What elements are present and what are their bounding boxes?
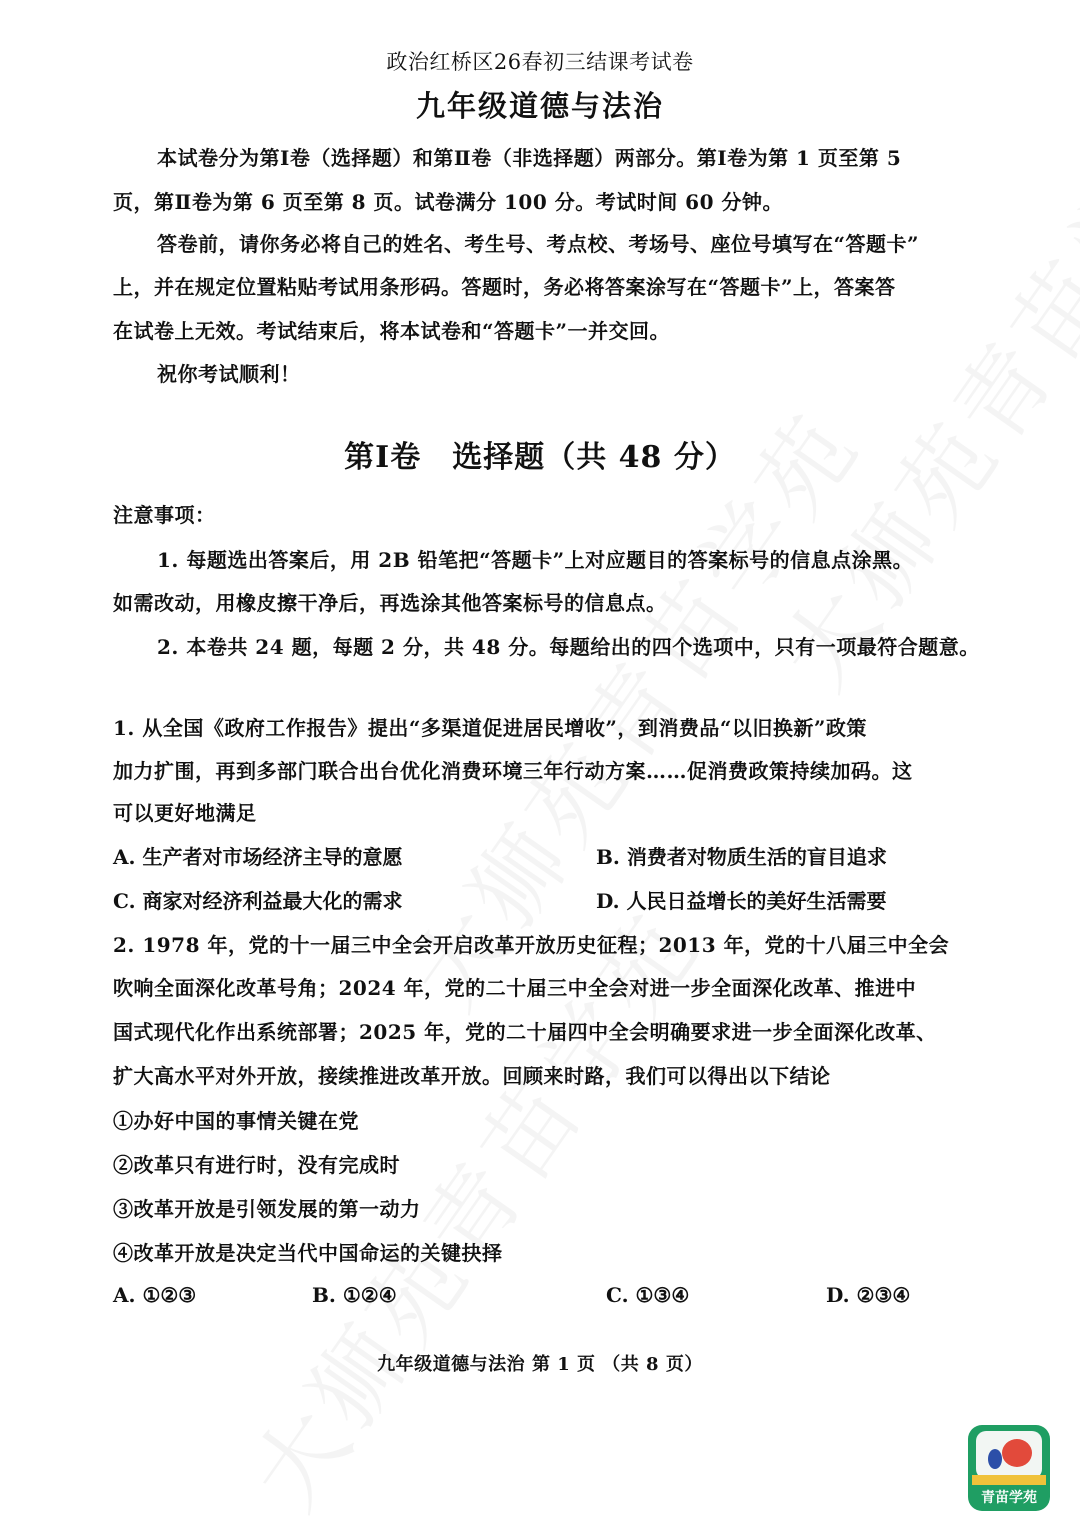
exam-title: 九年级道德与法治 bbox=[415, 89, 664, 123]
question-2-option-c: C. ①③④ bbox=[606, 1283, 690, 1307]
question-2-statement: ①办好中国的事情关键在党 bbox=[113, 1109, 359, 1133]
question-2-statement: ③改革开放是引领发展的第一动力 bbox=[113, 1197, 421, 1221]
question-2-stem: 2. 1978 年，党的十一届三中全会开启改革开放历史征程；2013 年，党的十八届三中全会 bbox=[113, 933, 950, 957]
brand-logo bbox=[968, 1425, 1050, 1511]
intro-line: 答卷前，请你务必将自己的姓名、考生号、考点校、考场号、座位号填写在“答题卡” bbox=[157, 232, 920, 256]
intro-line: 本试卷分为第Ⅰ卷（选择题）和第Ⅱ卷（非选择题）两部分。第Ⅰ卷为第 1 页至第 5 bbox=[157, 146, 902, 170]
notes-heading: 注意事项： bbox=[113, 503, 216, 527]
intro-line: 页，第Ⅱ卷为第 6 页至第 8 页。试卷满分 100 分。考试时间 60 分钟。 bbox=[113, 190, 783, 214]
logo-label: 青苗学苑 bbox=[981, 1490, 1037, 1506]
intro-line: 在试卷上无效。考试结束后，将本试卷和“答题卡”一并交回。 bbox=[113, 319, 671, 343]
intro-line: 上，并在规定位置粘贴考试用条形码。答题时，务必将答案涂写在“答题卡”上，答案答 bbox=[113, 275, 896, 299]
question-2-option-d: D. ②③④ bbox=[826, 1283, 911, 1307]
notes-line: 2. 本卷共 24 题，每题 2 分，共 48 分。每题给出的四个选项中，只有一项最符合题意。 bbox=[157, 635, 980, 659]
question-2-stem: 扩大高水平对外开放，接续推进改革开放。回顾来时路，我们可以得出以下结论 bbox=[113, 1064, 831, 1088]
question-2-option-a: A. ①②③ bbox=[113, 1283, 197, 1307]
page-footer: 九年级道德与法治 第 1 页 （共 8 页） bbox=[377, 1354, 703, 1375]
question-1-stem: 可以更好地满足 bbox=[113, 801, 257, 825]
question-2-option-b: B. ①②④ bbox=[312, 1283, 397, 1307]
notes-line: 如需改动，用橡皮擦干净后，再选涂其他答案标号的信息点。 bbox=[113, 591, 667, 615]
logo-emblem-icon bbox=[976, 1431, 1042, 1479]
question-2-stem: 吹响全面深化改革号角；2024 年，党的二十届三中全会对进一步全面深化改革、推进中 bbox=[113, 976, 917, 1000]
question-1-stem: 加力扩围，再到多部门联合出台优化消费环境三年行动方案……促消费政策持续加码。这 bbox=[113, 759, 913, 783]
exam-subtitle: 政治红桥区26春初三结课考试卷 bbox=[386, 50, 694, 74]
intro-wish: 祝你考试顺利！ bbox=[157, 362, 301, 386]
question-1-option-c: C. 商家对经济利益最大化的需求 bbox=[113, 889, 403, 913]
question-1-option-a: A. 生产者对市场经济主导的意愿 bbox=[113, 845, 403, 869]
notes-line: 1. 每题选出答案后，用 2B 铅笔把“答题卡”上对应题目的答案标号的信息点涂黑。 bbox=[157, 548, 914, 572]
question-2-statement: ②改革只有进行时，没有完成时 bbox=[113, 1153, 400, 1177]
question-1-option-b: B. 消费者对物质生活的盲目追求 bbox=[596, 845, 887, 869]
section-title: 第Ⅰ卷 选择题（共 48 分） bbox=[344, 440, 736, 475]
question-1-stem: 1. 从全国《政府工作报告》提出“多渠道促进居民增收”，到消费品“以旧换新”政策 bbox=[113, 716, 867, 740]
question-1-option-d: D. 人民日益增长的美好生活需要 bbox=[596, 889, 887, 913]
question-2-stem: 国式现代化作出系统部署；2025 年，党的二十届四中全会明确要求进一步全面深化改革、 bbox=[113, 1020, 937, 1044]
question-2-statement: ④改革开放是决定当代中国命运的关键抉择 bbox=[113, 1241, 503, 1265]
